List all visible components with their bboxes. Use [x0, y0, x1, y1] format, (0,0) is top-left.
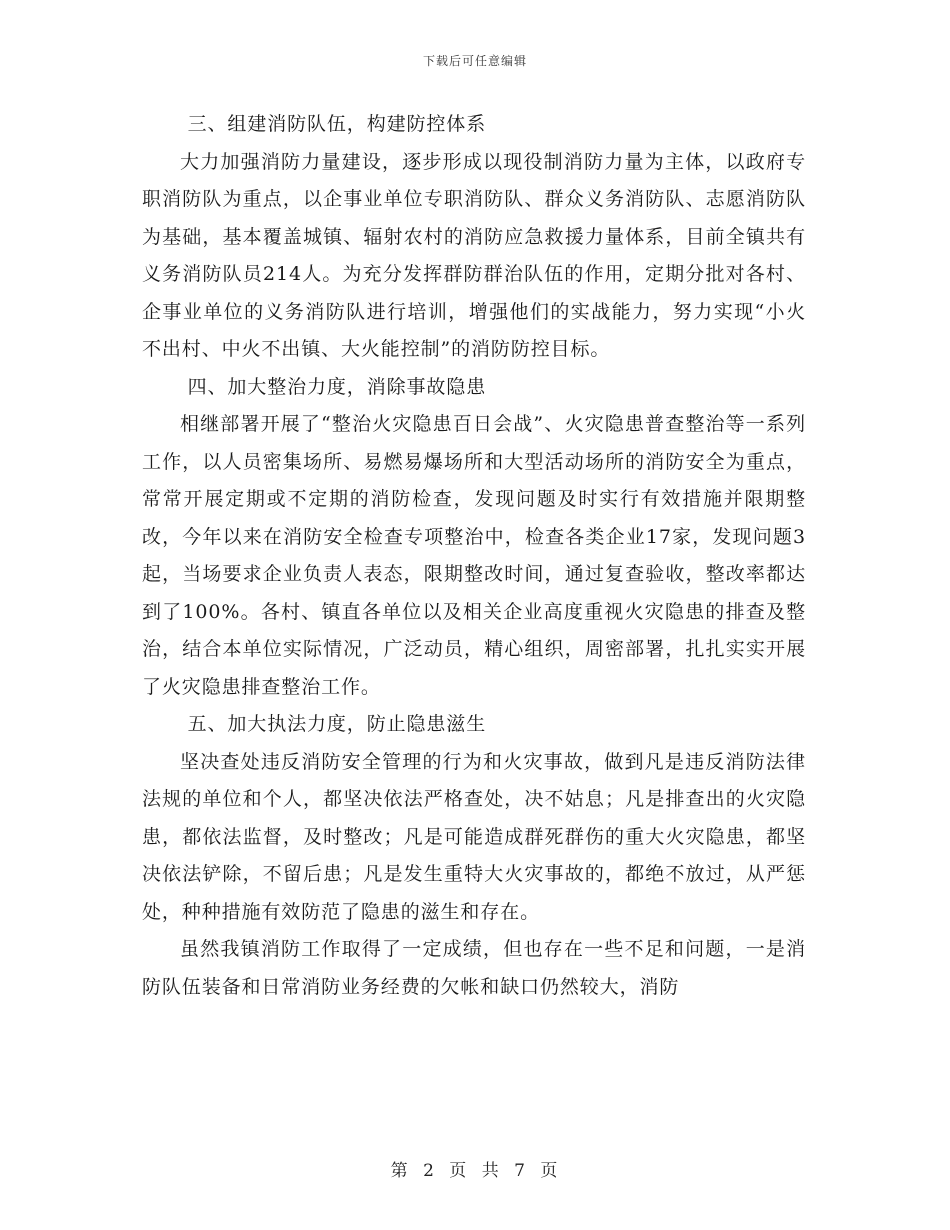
page-header-note: 下载后可任意编辑 — [422, 54, 527, 68]
paragraph-hazard-rectification: 相继部署开展了“整治火灾隐患百日会战”、火灾隐患普查整治等一系列工作，以人员密集场所、易燃易爆场所和大型活动场所的消防安全为重点，常常开展定期或不定期的消防检查，发现问题及时实行有效措施并限期整改，今年以来在消防安全检查专项整治中，检查各类企业17家，发现问题3起，当场要求企业负责人表态，限期整改时间，通过复查验收，整改率都达到了100%。各村、镇直各单位以及相关企业高度重视火灾隐患的排查及整治，结合本单位实际情况，广泛动员，精心组织，周密部署，扎扎实实开展了火灾隐患排查整治工作。 — [142, 413, 806, 698]
paragraph-shortcomings: 虽然我镇消防工作取得了一定成绩，但也存在一些不足和问题，一是消防队伍装备和日常消防业务经费的欠帐和缺口仍然较大，消防 — [142, 938, 806, 998]
paragraph-fire-team: 大力加强消防力量建设，逐步形成以现役制消防力量为主体，以政府专职消防队为重点，以企事业单位专职消防队、群众义务消防队、志愿消防队为基础，基本覆盖城镇、辐射农村的消防应急救援力量体系，目前全镇共有义务消防队员214人。为充分发挥群防群治队伍的作用，定期分批对各村、企事业单位的义务消防队进行培训，增强他们的实战能力，努力实现“小火不出村、中火不出镇、大火能控制”的消防防控目标。 — [142, 150, 806, 360]
page-number: 第 2 页 共 7 页 — [390, 1161, 560, 1181]
section-heading-4: 四、加大整治力度，消除事故隐患 — [187, 375, 487, 398]
section-heading-5: 五、加大执法力度，防止隐患滋生 — [187, 713, 487, 735]
paragraph-law-enforcement: 坚决查处违反消防安全管理的行为和火灾事故，做到凡是违反消防法律法规的单位和个人，都坚决依法严格查处，决不姑息；凡是排查出的火灾隐患，都依法监督，及时整改；凡是可能造成群死群伤的重大火灾隐患，都坚决依法铲除，不留后患；凡是发生重特大火灾事故的，都绝不放过，从严惩处，种种措施有效防范了隐患的滋生和存在。 — [142, 750, 806, 923]
document-body — [142, 106, 806, 1006]
section-heading-3: 三、组建消防队伍，构建防控体系 — [187, 113, 487, 135]
